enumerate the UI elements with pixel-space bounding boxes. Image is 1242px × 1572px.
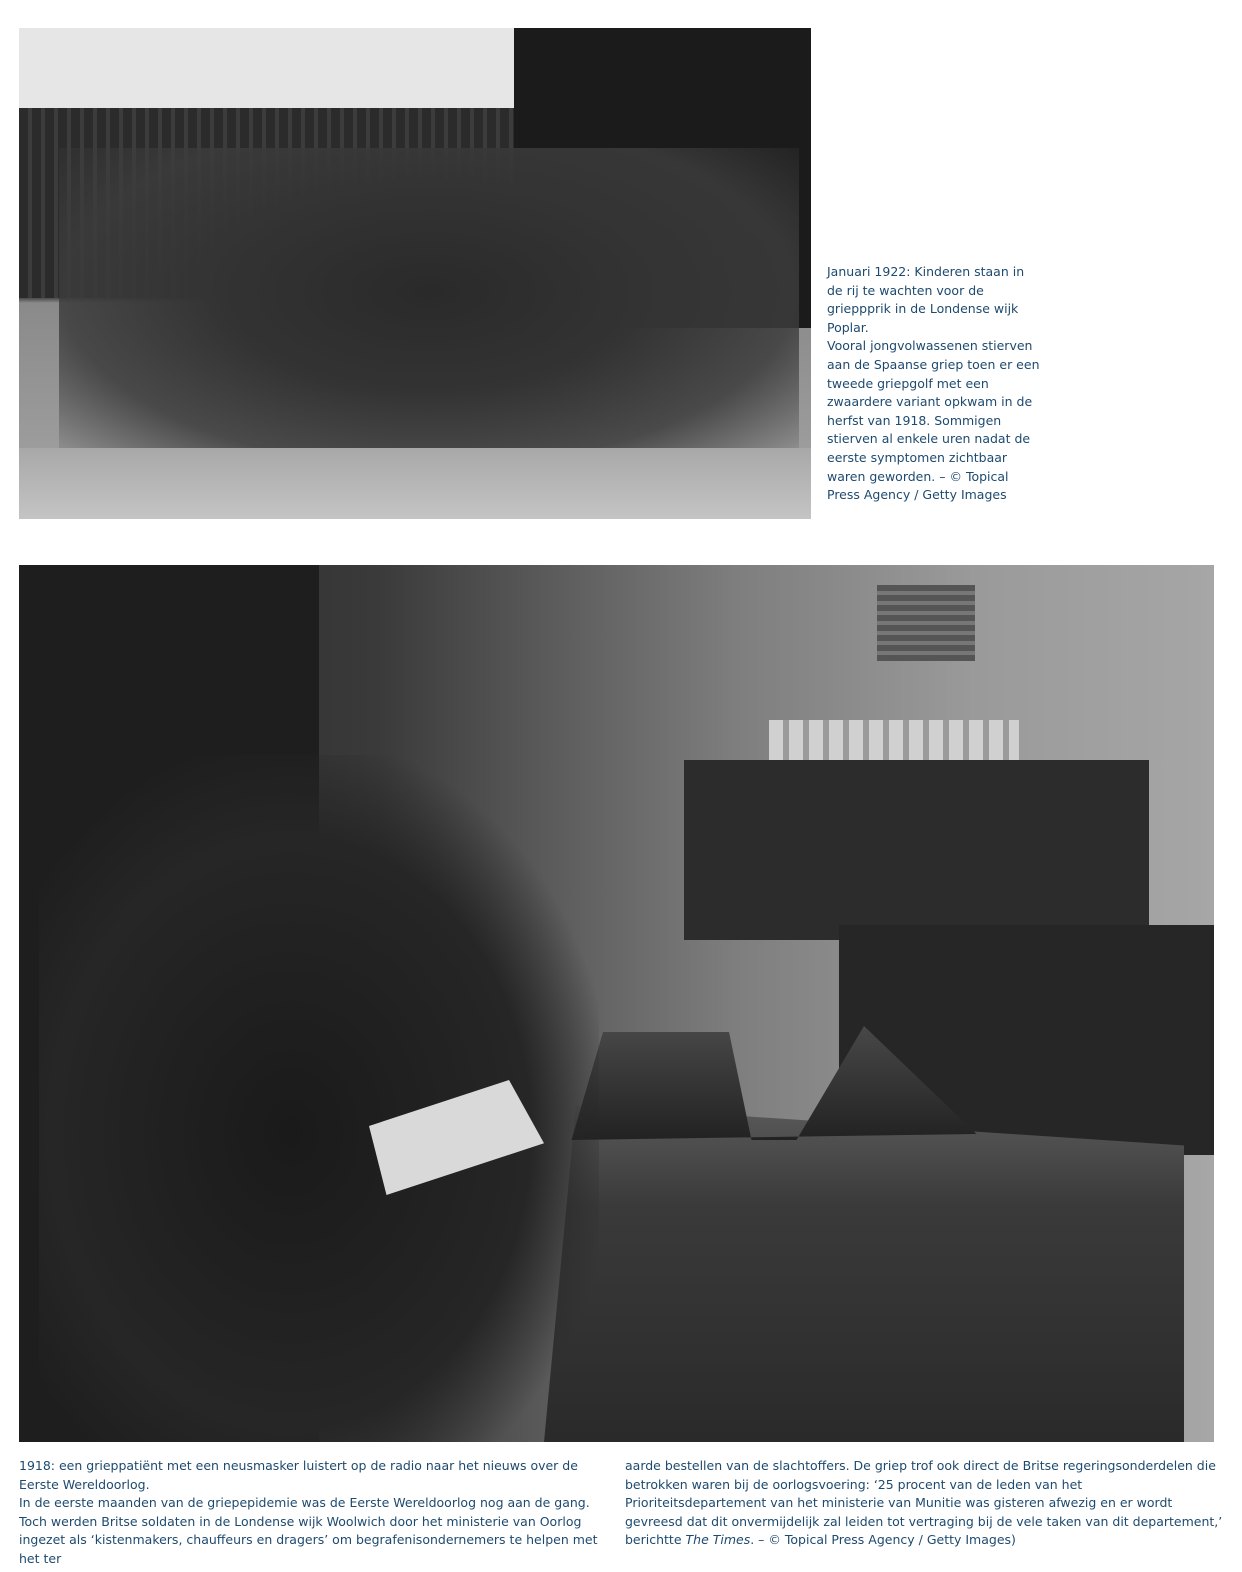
caption-newspaper-name: The Times [685,1532,751,1548]
photo-table [544,1105,1184,1442]
caption-bottom-line2: In de eerste maanden van de griepepidemie was de Eerste Wereldoorlog nog aan de gang. Toch werden Britse soldaten in de Londense wijk Woolwich door het ministerie van Oorlog ingezet als ‘kistenmakers, chauffeurs en dragers’ om begrafenisondernemers te helpen met het ter [19,1495,598,1566]
photo-crowd [59,148,799,468]
caption-bottom-right-text [625,1457,1225,1550]
photo-sky [19,28,514,108]
photo-jars [769,720,1019,760]
caption-bottom-line1: 1918: een grieppatiënt met een neusmasker luistert op de radio naar het nieuws over de Eerste Wereldoorlog. [19,1458,578,1492]
caption-top [827,263,1042,505]
caption-bottom-right [625,1457,1225,1550]
photo-calendar [877,585,975,661]
caption-top-line1: Januari 1922: Kinderen staan in de rij te wachten voor de grieppprik in de Londense wijk Poplar. [827,264,1025,335]
caption-credit: . – © Topical Press Agency / Getty Images) [750,1532,1016,1548]
caption-bottom-left [19,1457,619,1569]
photo-fireplace [684,760,1149,940]
caption-top-line2: Vooral jongvolwassenen stierven aan de Spaanse griep toen er een tweede griepgolf met een zwaardere variant opkwam in de herfst van 1918. Sommigen stierven al enkele uren nadat de eerste symptomen zichtbaar waren geworden. – © Topical Press Agency / Getty Images [827,338,1040,503]
photo-flu-patient [19,565,1214,1442]
photo-pavement [19,448,811,519]
photo-children-queue [19,28,811,519]
caption-bottom-right-body: aarde bestellen van de slachtoffers. De griep trof ook direct de Britse regeringsonderdelen die betrokken waren bij de oorlogsvoering: ‘25 procent van de leden van het Prioriteitsdepartement van het ministerie van Munitie was gisteren afwezig en er wordt gevreesd dat dit onvermijdelijk zal leiden tot vertraging bij de vele taken van dit departement,’ berichtte [625,1458,1223,1548]
